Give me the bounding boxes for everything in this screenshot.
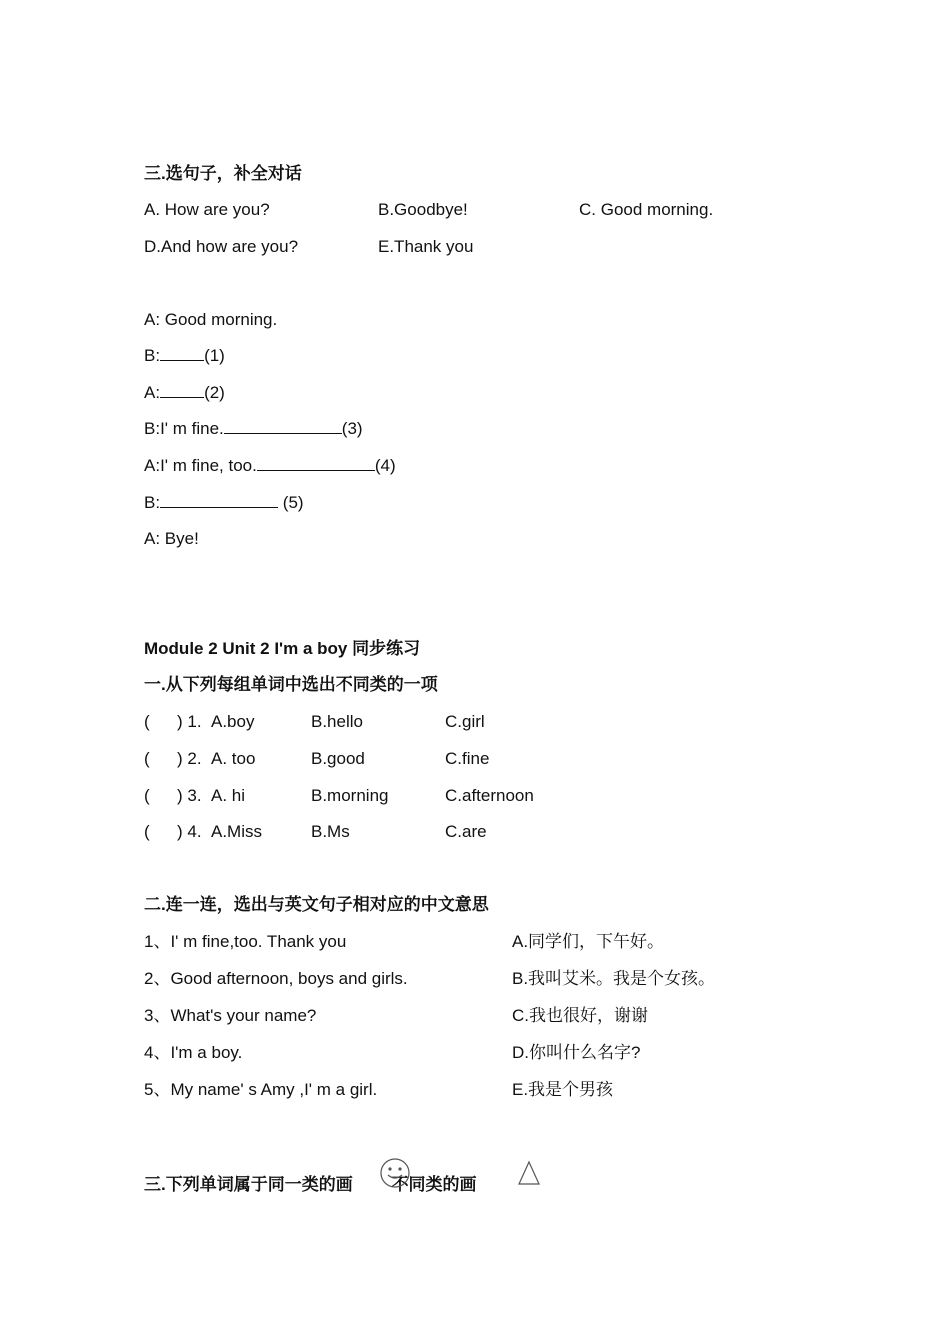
question-number: ) 3.: [177, 786, 202, 805]
dialogue-line: [144, 345, 225, 367]
choice-c: C.afternoon: [445, 786, 534, 805]
blank-number: (4): [374, 456, 396, 475]
english-sentence: 1、I' m fine,too. Thank you: [144, 932, 347, 951]
module-title: Module 2 Unit 2 I'm a boy 同步练习: [144, 639, 421, 658]
choice-b: B.morning: [311, 786, 389, 805]
option-b: B.Goodbye!: [378, 200, 468, 219]
english-sentence: 4、I'm a boy.: [144, 1043, 243, 1062]
dialogue-line: [144, 455, 396, 477]
speaker: A:: [144, 456, 161, 475]
answer-blank[interactable]: [160, 346, 204, 361]
question-number: ) 1.: [177, 712, 202, 731]
speaker: B:: [144, 493, 161, 512]
dialogue-line: [144, 382, 225, 404]
speaker: A:: [144, 383, 161, 402]
choice-c: C.girl: [445, 712, 485, 731]
blank-number: (1): [204, 346, 225, 365]
choice-c: C.fine: [445, 749, 490, 768]
blank-number: (2): [204, 383, 225, 402]
dialogue-text: I' m fine.: [160, 419, 224, 438]
paren-open: (: [144, 822, 150, 841]
option-c: C. Good morning.: [579, 200, 714, 219]
choice-b: B.Ms: [311, 822, 350, 841]
heading-part: 不同类的画: [386, 1175, 477, 1194]
chinese-meaning: C.我也很好，谢谢: [512, 1006, 648, 1025]
dialogue-line: [144, 528, 199, 550]
heading-part: 三.下列单词属于同一类的画: [144, 1175, 353, 1194]
speaker: B:: [144, 346, 161, 365]
dialogue-text: I' m fine, too.: [160, 456, 257, 475]
choice-a: A.boy: [211, 712, 255, 731]
speaker: A:: [144, 529, 161, 548]
smiley-face-icon: [379, 1157, 411, 1189]
dialogue-text: Bye!: [160, 529, 199, 548]
option-a: A. How are you?: [144, 200, 270, 219]
section-heading: 二.连一连，选出与英文句子相对应的中文意思: [144, 895, 489, 914]
section-heading: 三.选句子，补全对话: [144, 164, 302, 183]
dialogue-line: [144, 418, 363, 440]
answer-blank[interactable]: [160, 383, 204, 398]
english-sentence: 2、Good afternoon, boys and girls.: [144, 969, 408, 988]
chinese-meaning: A.同学们，下午好。: [512, 932, 665, 951]
choice-b: B.hello: [311, 712, 363, 731]
speaker: B:: [144, 419, 161, 438]
dialogue-line: [144, 492, 304, 514]
choice-b: B.good: [311, 749, 365, 768]
blank-number: (5): [278, 493, 304, 512]
paren-open: (: [144, 786, 150, 805]
english-sentence: 3、What's your name?: [144, 1006, 317, 1025]
question-number: ) 4.: [177, 822, 202, 841]
section-heading: 一.从下列每组单词中选出不同类的一项: [144, 675, 438, 694]
chinese-meaning: B.我叫艾米。我是个女孩。: [512, 969, 716, 988]
paren-open: (: [144, 749, 150, 768]
question-number: ) 2.: [177, 749, 202, 768]
answer-blank[interactable]: [224, 419, 342, 434]
dialogue-text: Good morning.: [160, 310, 278, 329]
section-heading: [144, 1174, 476, 1196]
english-sentence: 5、My name' s Amy ,I' m a girl.: [144, 1080, 378, 1099]
answer-blank[interactable]: [160, 493, 278, 508]
dialogue-line: [144, 309, 277, 331]
paren-open: (: [144, 712, 150, 731]
choice-a: A. too: [211, 749, 256, 768]
answer-blank[interactable]: [257, 456, 375, 471]
choice-a: A. hi: [211, 786, 246, 805]
chinese-meaning: E.我是个男孩: [512, 1080, 614, 1099]
option-d: D.And how are you?: [144, 237, 299, 256]
triangle-icon: [517, 1160, 541, 1186]
option-e: E.Thank you: [378, 237, 474, 256]
choice-c: C.are: [445, 822, 487, 841]
blank-number: (3): [341, 419, 363, 438]
choice-a: A.Miss: [211, 822, 262, 841]
speaker: A:: [144, 310, 161, 329]
chinese-meaning: D.你叫什么名字?: [512, 1043, 641, 1062]
